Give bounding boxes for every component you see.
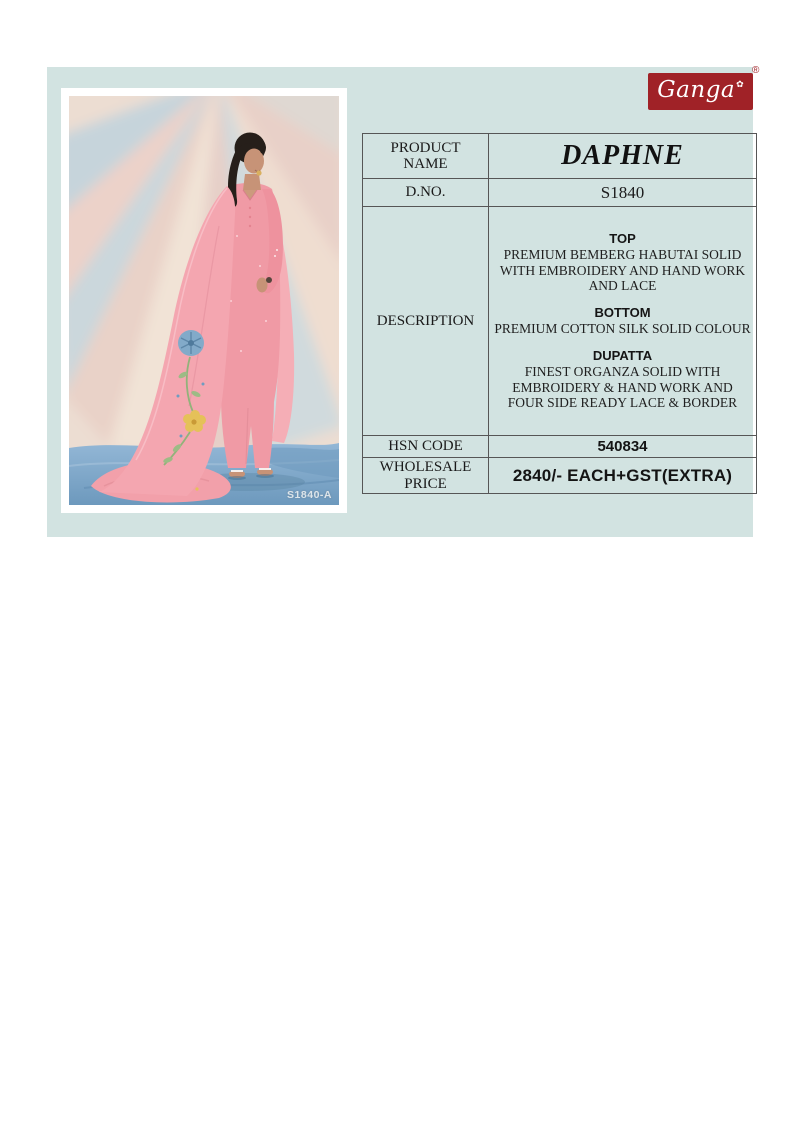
dno-label: D.NO. [363,179,489,207]
product-photo [69,96,339,505]
table-row-dno [363,179,757,207]
description-value [489,207,757,436]
photo-watermark: S1840-A [287,489,332,501]
model-illustration [69,96,339,505]
registered-trademark-icon: ® [752,65,760,76]
section-body-top: PREMIUM BEMBERG HABUTAI SOLID WITH EMBROIDERY AND HAND WORK AND LACE [499,246,746,294]
product-name-label: PRODUCT NAME [363,134,489,179]
section-body-dupatta: FINEST ORGANZA SOLID WITH EMBROIDERY & HAND WORK AND FOUR SIDE READY LACE & BORDER [507,363,738,411]
ganga-logo [648,73,753,110]
section-body-bottom: PREMIUM COTTON SILK SOLID COLOUR [494,321,751,337]
hsn-value: 540834 [489,436,757,458]
table-row-product-name [363,134,757,179]
description-label: DESCRIPTION [363,207,489,436]
section-heading-dupatta: DUPATTA [592,347,653,363]
spec-table [362,133,757,494]
table-row-price [363,458,757,494]
table-row-hsn [363,436,757,458]
table-row-description [363,207,757,436]
price-value: 2840/- EACH+GST(EXTRA) [489,458,757,494]
hsn-label: HSN CODE [363,436,489,458]
section-heading-top: TOP [609,230,636,246]
section-heading-bottom: BOTTOM [594,305,651,321]
product-name-value: DAPHNE [489,134,757,179]
price-label: WHOLESALE PRICE [363,458,489,494]
brand-name: Ganga [657,77,736,103]
product-photo-frame [61,88,347,513]
catalog-card [47,65,760,537]
dno-value: S1840 [489,179,757,207]
flower-icon: ✿ [736,79,744,89]
